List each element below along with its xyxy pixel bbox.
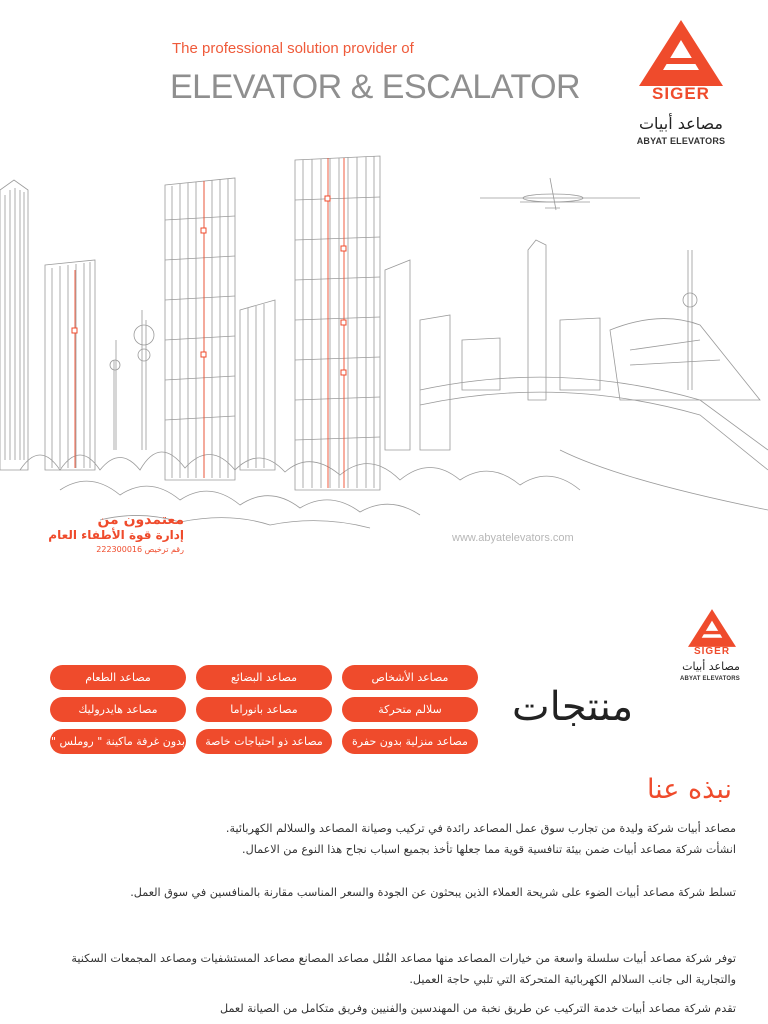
about-title: نبذه عنا [646, 774, 732, 805]
siger-logo-small [686, 608, 738, 660]
tagline: The professional solution provider of [172, 40, 414, 57]
english-brand-name: ABYAT ELEVATORS [636, 136, 726, 146]
about-paragraph-4: تقدم شركة مصاعد أبيات خدمة التركيب عن طريق نخبة من المهندسين والفنيين وفريق متكامل من الصيانة لعمل [219, 1002, 736, 1015]
siger-logo-top [636, 18, 726, 104]
siger-wordmark: SIGER [652, 84, 710, 103]
arabic-brand-name: مصاعد أبيات [638, 114, 723, 133]
product-special-needs-elevators[interactable]: مصاعد ذو احتياجات خاصة [196, 729, 332, 754]
product-goods-elevators[interactable]: مصاعد البضائع [196, 665, 332, 690]
product-escalators[interactable]: سلالم متحركة [342, 697, 478, 722]
about-paragraph-2: تسلط شركة مصاعد أبيات الضوء على شريحة العملاء الذين يبحثون عن الجودة والسعر المناسب مقارنة بالمنافسين في سوق العمل. [130, 886, 736, 899]
license-info [96, 545, 184, 554]
products-title: منتجات [512, 684, 634, 730]
product-hydraulic-elevators[interactable]: مصاعد هايدروليك [50, 697, 186, 722]
about-paragraph-1: مصاعد أبيات شركة وليدة من تجارب سوق عمل المصاعد رائدة في تركيب وصيانة المصاعد والسلالم الكهربائية. انشأت شركة مصاعد أبيات ضمن بيئة تنافسية قوية مما جعلها تأخذ بجميع اسباب نجاح هذا النوع من الاعمال. [225, 822, 736, 856]
certification-line1: معتمدون من [97, 512, 184, 528]
website-url: www.abyatelevators.com [452, 532, 574, 544]
siger-wordmark-small: SIGER [693, 646, 731, 657]
siger-triangle-icon-small [686, 608, 738, 648]
english-brand-name-small: ABYAT ELEVATORS [679, 676, 740, 682]
license-number: 222300016 [96, 545, 143, 554]
product-food-elevators[interactable]: مصاعد الطعام [50, 665, 186, 690]
headline: ELEVATOR & ESCALATOR [170, 68, 581, 106]
about-paragraph-3: توفر شركة مصاعد أبيات سلسلة واسعة من خيارات المصاعد منها مصاعد الفُلل مصاعد المصانع مصاعد المستشفيات ومصاعد المجمعات السكنية والتجارية الى جانب السلالم الكهربائية المتحركة التي تلبي حاجة العميل. [71, 952, 736, 986]
product-home-elevators-pitless[interactable]: مصاعد منزلية بدون حفرة [342, 729, 478, 754]
city-skyline-illustration [0, 150, 768, 550]
product-machine-roomless[interactable]: بدون غرفة ماكينة " روملس " [50, 729, 186, 754]
arabic-brand-name-small: مصاعد أبيات [682, 660, 740, 673]
product-passenger-elevators[interactable]: مصاعد الأشخاص [342, 665, 478, 690]
license-label: رقم ترخيص [144, 545, 184, 554]
siger-triangle-icon [636, 18, 726, 88]
product-panorama-elevators[interactable]: مصاعد بانوراما [196, 697, 332, 722]
certification-line2: إدارة قوة الأطفاء العام [48, 528, 184, 542]
